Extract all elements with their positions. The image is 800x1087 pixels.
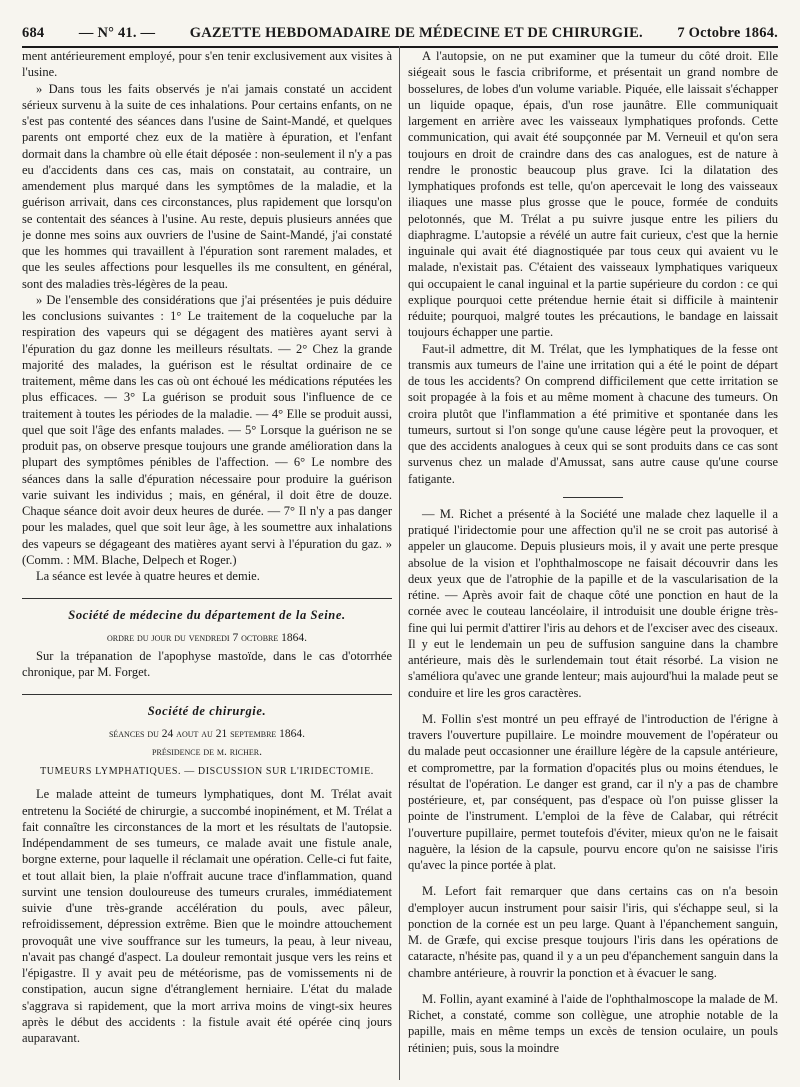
issue-date: 7 Octobre 1864. (677, 25, 778, 41)
issue-number: — N° 41. — (78, 25, 156, 41)
section-rule (22, 598, 392, 599)
page-number: 684 (22, 25, 45, 41)
left-paragraph-1: ment antérieurement employé, pour s'en tenir exclusivement aux visites à l'usine. (22, 49, 392, 80)
section-title-seine: Société de médecine du département de la Seine. (68, 608, 346, 623)
right-paragraph-6: M. Follin, ayant examiné à l'aide de l'ophthalmoscope la malade de M. Richet, a constaté, comme son collègue, une atrophie notable de la papille, mais en même temps un excès de tension oculaire, un pouls rétinien; puis, sous la moindre (408, 991, 778, 1055)
right-paragraph-4: M. Follin s'est montré un peu effrayé de l'introduction de l'érigne à travers l'ouverture pupillaire. Le moindre mouvement de l'opérateur ou du malade peut occasionner une éraillure légère de la capsule antérieure, et compromettre, par la formation d'opacités plus ou moins étendues, le résultat de l'opération. Le danger est grand, car il n'y a pas de chambre postérieure, et, par conséquent, pas d'espace où l'on puisse glisser la pointe de l'instrument. L'emploi de la fève de Calabar, qui rétrécit l'ouverture pupillaire, permet toutefois d'éviter, mieux qu'on ne le faisait naguère, la lésion de la capsule, pourvu encore qu'on ne saisisse l'iris qu'avec la pince portée à plat. (408, 711, 778, 872)
section-session-dates: séances du 24 aout au 21 septembre 1864. (108, 727, 306, 740)
section-rule (22, 694, 392, 695)
right-paragraph-5: M. Lefort fait remarquer que dans certains cas on n'a besoin d'employer aucun instrument pour saisir l'iris, qui s'échappe seul, si la ponction de la cornée est un peu large. Quant à l'épanchement sanguin, M. de Græfe, qui excise presque toujours l'iris dans les opérations de cataracte, n'hésite pas, quand il y a un peu d'épanchement sanguin dans la chambre antérieure, à rouvrir la ponction et à évacuer le sang. (408, 884, 778, 980)
left-paragraph-2: » Dans tous les faits observés je n'ai jamais constaté un accident sérieux survenu à la suite de ces inhalations. Pour certains enfants, on ne s'est pas contenté des séances dans l'usine de Saint-Mandé, et quelques parents ont emporté chez eux de la matière à épuration, et l'enfant dormait dans la chambre où elle était déposée : non-seulement il n'y a pas eu d'accidents dans ces cas, mais on constatait, au contraire, un amendement plus marqué dans les symptômes de la maladie, et la guérison arrivait, dans ces circonstances, plus rapidement que lorsqu'on se contentait des séances à l'usine. Au reste, depuis plusieurs années que je donne mes soins aux ouvriers de l'usine de Saint-Mandé, j'ai constaté que les hommes qui travaillent à l'épuration sont rarement malades, et que les seules affections pour lesquelles ils me consultent, en général, sont des maladies très-légères de la peau. (22, 81, 392, 291)
section-order-of-day: ordre du jour du vendredi 7 octobre 1864. (106, 631, 308, 644)
section-presidence: présidence de m. richer. (152, 745, 262, 758)
paragraph-separator (563, 497, 623, 498)
column-divider (399, 46, 400, 1080)
left-column (22, 48, 392, 1078)
section-title-chirurgie: Société de chirurgie. (147, 704, 267, 719)
right-column (408, 48, 778, 1078)
section-seine-body: Sur la trépanation de l'apophyse mastoïde, dans le cas d'otorrhée chronique, par M. Forget. (22, 648, 392, 679)
right-paragraph-1: A l'autopsie, on ne put examiner que la tumeur du côté droit. Elle siégeait sous le fascia cribriforme, et présentait un grand nombre de bosselures, de lobes d'un volume variable. Piquée, elle laissait s'échapper un liquide opaque, épais, d'un rose jaunâtre. Elle communiquait largement en arrière avec les vaisseaux lymphatiques profonds. Cette communication, qui avait été soupçonnée par M. Verneuil et qu'on sera toujours en droit de craindre dans des cas analogues, est de nature à rendre le pronostic beaucoup plus grave. Ici la dilatation des lymphatiques profonds est telle, qu'on apercevait le long des vaisseaux iliaques une masse plus grosse que le pouce, formée de conduits pelotonnés, que M. Trélat a pu suivre jusque entre les piliers du diaphragme. L'autopsie a révélé un autre fait curieux, c'est que la hernie inguinale qui avait été diagnostiquée par tous ceux qui avaient vu le malade, n'existait pas. C'étaient des vaisseaux lymphatiques variqueux qui occupaient le canal inguinal et la partie supérieure du cordon : ce qui explique pourquoi cette prétendue hernie était si difficile à maintenir réduite; pourquoi, malgré toutes les précautions, le bandage en laissait toujours échapper une partie. (408, 49, 778, 340)
journal-title: GAZETTE HEBDOMADAIRE DE MÉDECINE ET DE CHIRURGIE. (189, 25, 643, 41)
page-header (22, 4, 778, 48)
section-chirurgie-body: Le malade atteint de tumeurs lymphatiques, dont M. Trélat avait entretenu la Société de chirurgie, a succombé inopinément, et M. Trélat a fait connaître les circonstances de la mort et les résultats de l'autopsie. Indépendamment de ses tumeurs, ce malade avait une fistule anale, borgne externe, pour laquelle il réclamait une opération. Celle-ci fut faite, et tout allait bien, la plaie n'offrait aucune trace d'inflammation, quand survint une tension douloureuse des tumeurs crurales, immédiatement suivie d'une très-grande accélération du pouls, avec pâleur, refroidissement, dépression extrême. Bien que le moindre attouchement provoquât une vive souffrance sur les tumeurs, la peau, à leur niveau, n'avait pas changé d'aspect. La douleur remontait jusque vers les reins et l'épigastre. Il y avait peu de météorisme, pas de vomissements ni de constipation, aucun signe d'étranglement herniaire. L'état du malade s'aggrava si rapidement, que la mort arriva moins de vingt-six heures après le début des accidents : la fistule avait été opérée cinq jours auparavant. (22, 787, 392, 1045)
left-paragraph-4: La séance est levée à quatre heures et demie. (36, 569, 260, 583)
right-paragraph-2: Faut-il admettre, dit M. Trélat, que les lymphatiques de la fesse ont transmis aux tumeurs de l'aine une irritation qui a été le point de départ de tous les accidents? On comprend difficilement que cette irritation se soit propagée à la fois et au même moment à chacune des tumeurs. On croira plutôt que l'inflammation a été primitive et spontanée dans les tumeurs, surtout si l'on songe qu'une cause légère peut la provoquer, et que des accidents analogues à ceux qui se sont produits dans ce cas sont survenus chez un malade d'Amussat, sans autre cause qu'une course fatigante. (408, 341, 778, 486)
left-paragraph-3: » De l'ensemble des considérations que j'ai présentées je puis déduire les conclusions suivantes : 1° Le traitement de la coqueluche par la respiration des vapeurs qui se dégagent des matières ayant servi à l'épuration du gaz donne les meilleurs résultats. — 2° Chez la grande majorité des malades, la guérison est le résultat ordinaire de ce traitement, même dans les cas où ont échoué les médications réputées les plus efficaces. — 3° La guérison se produit sous l'influence de ce traitement à toutes les périodes de la maladie. — 4° Elle se produit aussi, quel que soit l'âge des enfants malades. — 5° Lorsque la guérison ne se produit pas, on observe presque toujours une grande amélioration dans la plupart des symptômes pénibles de l'affection. — 6° Le nombre des séances dans la salle d'épuration nécessaire pour produire la guérison varie suivant les individus ; mais, en général, il doit être de douze. Chaque séance doit avoir deux heures de durée. — 7° Il n'y a pas danger pour les malades, quel que soit leur âge, à les soumettre aux inhalations des vapeurs se dégageant des matières ayant servi à l'épuration du gaz. » (Comm. : MM. Blache, Delpech et Roger.) (22, 292, 392, 567)
right-paragraph-3: — M. Richet a présenté à la Société une malade chez laquelle il a pratiqué l'iridectomie pour une affection qu'il ne se croit pas autorisé à appeler un glaucome. Depuis plusieurs mois, il y avait une perte presque absolue de la vision et l'ophthalmoscope ne faisait découvrir dans les deux yeux que de l'atrophie de la papille et de la vascularisation de la rétine. — Après avoir fait de chaque côté une ponction en haut de la cornée avec le couteau lancéolaire, il introduisit une double érigne très-fine qui lui permit d'attirer l'iris au dehors et de l'exciser avec des ciseaux. Il y eut le lendemain un peu de suffusion sanguine dans la chambre antérieure, mais dès le surlendemain tout était résorbé. La vision ne s'améliora qu'avec une grande lenteur; mais aujourd'hui la malade peut se conduire et lire les gros caractères. (408, 506, 778, 700)
section-topic: TUMEURS LYMPHATIQUES. — DISCUSSION SUR L'IRIDECTOMIE. (40, 766, 374, 777)
